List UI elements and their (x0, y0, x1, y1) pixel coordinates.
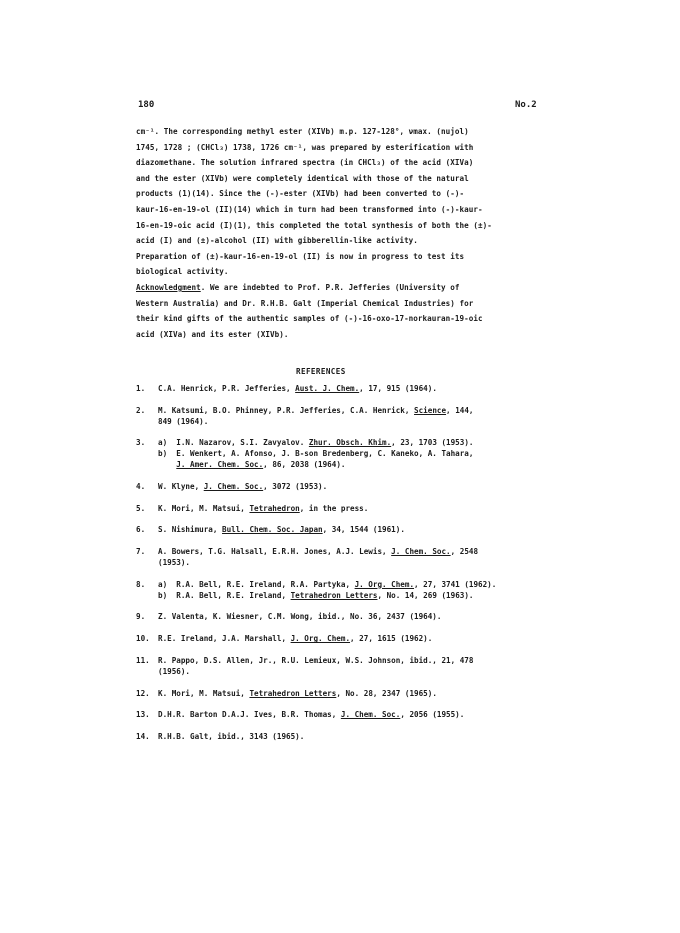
body-line: kaur-16-en-19-ol (II)(14) which in turn had been transformed into (-)-kaur- (136, 204, 483, 214)
reference-text: a) I.N. Nazarov, S.I. Zavyalov. Zhur. Obsch. Khim., 23, 1703 (1953). b) E. Wenkert, A. Afonso, J. B-son Bredenberg, C. Kaneko, A. Tahara, J. Amer. Chem. Soc., 86, 2038 (1964). (158, 438, 474, 469)
reference-number: 4. (136, 481, 146, 491)
reference-item (136, 612, 566, 623)
reference-number: 7. (136, 547, 146, 557)
reference-number: 13. (136, 710, 150, 720)
reference-item (136, 504, 566, 515)
reference-number: 14. (136, 732, 150, 742)
reference-text: R. Pappo, D.S. Allen, Jr., R.U. Lemieux, W.S. Johnson, ibid., 21, 478 (1956). (158, 655, 474, 676)
body-line: Western Australia) and Dr. R.H.B. Galt (Imperial Chemical Industries) for (136, 298, 474, 308)
reference-number: 8. (136, 579, 146, 589)
reference-number: 5. (136, 503, 146, 513)
reference-item (136, 580, 566, 602)
body-line: their kind gifts of the authentic samples of (-)-16-oxo-17-norkauran-19-oic (136, 314, 483, 324)
reference-text: W. Klyne, J. Chem. Soc., 3072 (1953). (158, 481, 328, 491)
reference-text: D.H.R. Barton D.A.J. Ives, B.R. Thomas, J. Chem. Soc., 2056 (1955). (158, 710, 465, 720)
reference-text: M. Katsumi, B.O. Phinney, P.R. Jefferies, C.A. Henrick, Science, 144, 849 (1964). (158, 405, 474, 426)
reference-item (136, 384, 566, 395)
body-line: Preparation of (±)-kaur-16-en-19-ol (II) is now in progress to test its (136, 251, 465, 261)
acknowledgment-line: Acknowledgment. We are indebted to Prof. P.R. Jefferies (University of (136, 282, 460, 292)
body-line: cm⁻¹. The corresponding methyl ester (XIVb) m.p. 127-128°, νmax. (nujol) (136, 127, 469, 136)
body-line: acid (I) and (±)-alcohol (II) with gibberellin-like activity. (136, 236, 418, 246)
reference-item (136, 525, 566, 536)
references-list (136, 384, 566, 754)
issue-number: No.2 (515, 100, 537, 110)
references-heading: REFERENCES (296, 367, 346, 376)
reference-number: 11. (136, 655, 150, 665)
reference-text: C.A. Henrick, P.R. Jefferies, Aust. J. Chem., 17, 915 (1964). (158, 384, 437, 393)
reference-text: R.H.B. Galt, ibid., 3143 (1965). (158, 732, 305, 742)
reference-number: 1. (136, 384, 146, 393)
reference-item (136, 547, 566, 569)
reference-number: 6. (136, 525, 146, 535)
reference-item (136, 634, 566, 645)
reference-item (136, 656, 566, 678)
reference-item (136, 732, 566, 743)
reference-text: A. Bowers, T.G. Halsall, E.R.H. Jones, A.J. Lewis, J. Chem. Soc., 2548 (1953). (158, 547, 479, 567)
reference-text: K. Mori, M. Matsui, Tetrahedron Letters, No. 28, 2347 (1965). (158, 688, 437, 698)
reference-text: R.E. Ireland, J.A. Marshall, J. Org. Chem., 27, 1615 (1962). (158, 634, 433, 644)
reference-number: 10. (136, 634, 150, 644)
reference-text: a) R.A. Bell, R.E. Ireland, R.A. Partyka, J. Org. Chem., 27, 3741 (1962). b) R.A. Bell, R.E. Ireland, Tetrahedron Letters, No. 14, 269 (1963). (158, 579, 497, 600)
body-line: diazomethane. The solution infrared spectra (in CHCl₃) of the acid (XIVa) (136, 158, 474, 168)
reference-item (136, 689, 566, 700)
reference-item (136, 438, 566, 470)
body-line: products (1)(14). Since the (-)-ester (XIVb) had been converted to (-)- (136, 189, 465, 199)
reference-text: K. Mori, M. Matsui, Tetrahedron, in the press. (158, 503, 369, 513)
reference-number: 2. (136, 405, 146, 415)
body-line: and the ester (XIVb) were completely identical with those of the natural (136, 173, 469, 183)
reference-item (136, 406, 566, 428)
body-line: acid (XIVa) and its ester (XIVb). (136, 329, 289, 339)
body-line: 1745, 1728 ; (CHCl₃) 1738, 1726 cm⁻¹, was prepared by esterification with (136, 142, 474, 152)
reference-text: S. Nishimura, Bull. Chem. Soc. Japan, 34, 1544 (1961). (158, 525, 405, 535)
reference-text: Z. Valenta, K. Wiesner, C.M. Wong, ibid., No. 36, 2437 (1964). (158, 612, 442, 622)
page-number: 180 (138, 100, 155, 110)
reference-number: 3. (136, 438, 146, 448)
reference-number: 12. (136, 688, 150, 698)
body-line: biological activity. (136, 267, 229, 277)
reference-item (136, 482, 566, 493)
body-line: 16-en-19-oic acid (I)(1), this completed the total synthesis of both the (±)- (136, 220, 492, 230)
body-text (136, 124, 556, 342)
reference-number: 9. (136, 612, 146, 622)
reference-item (136, 710, 566, 721)
